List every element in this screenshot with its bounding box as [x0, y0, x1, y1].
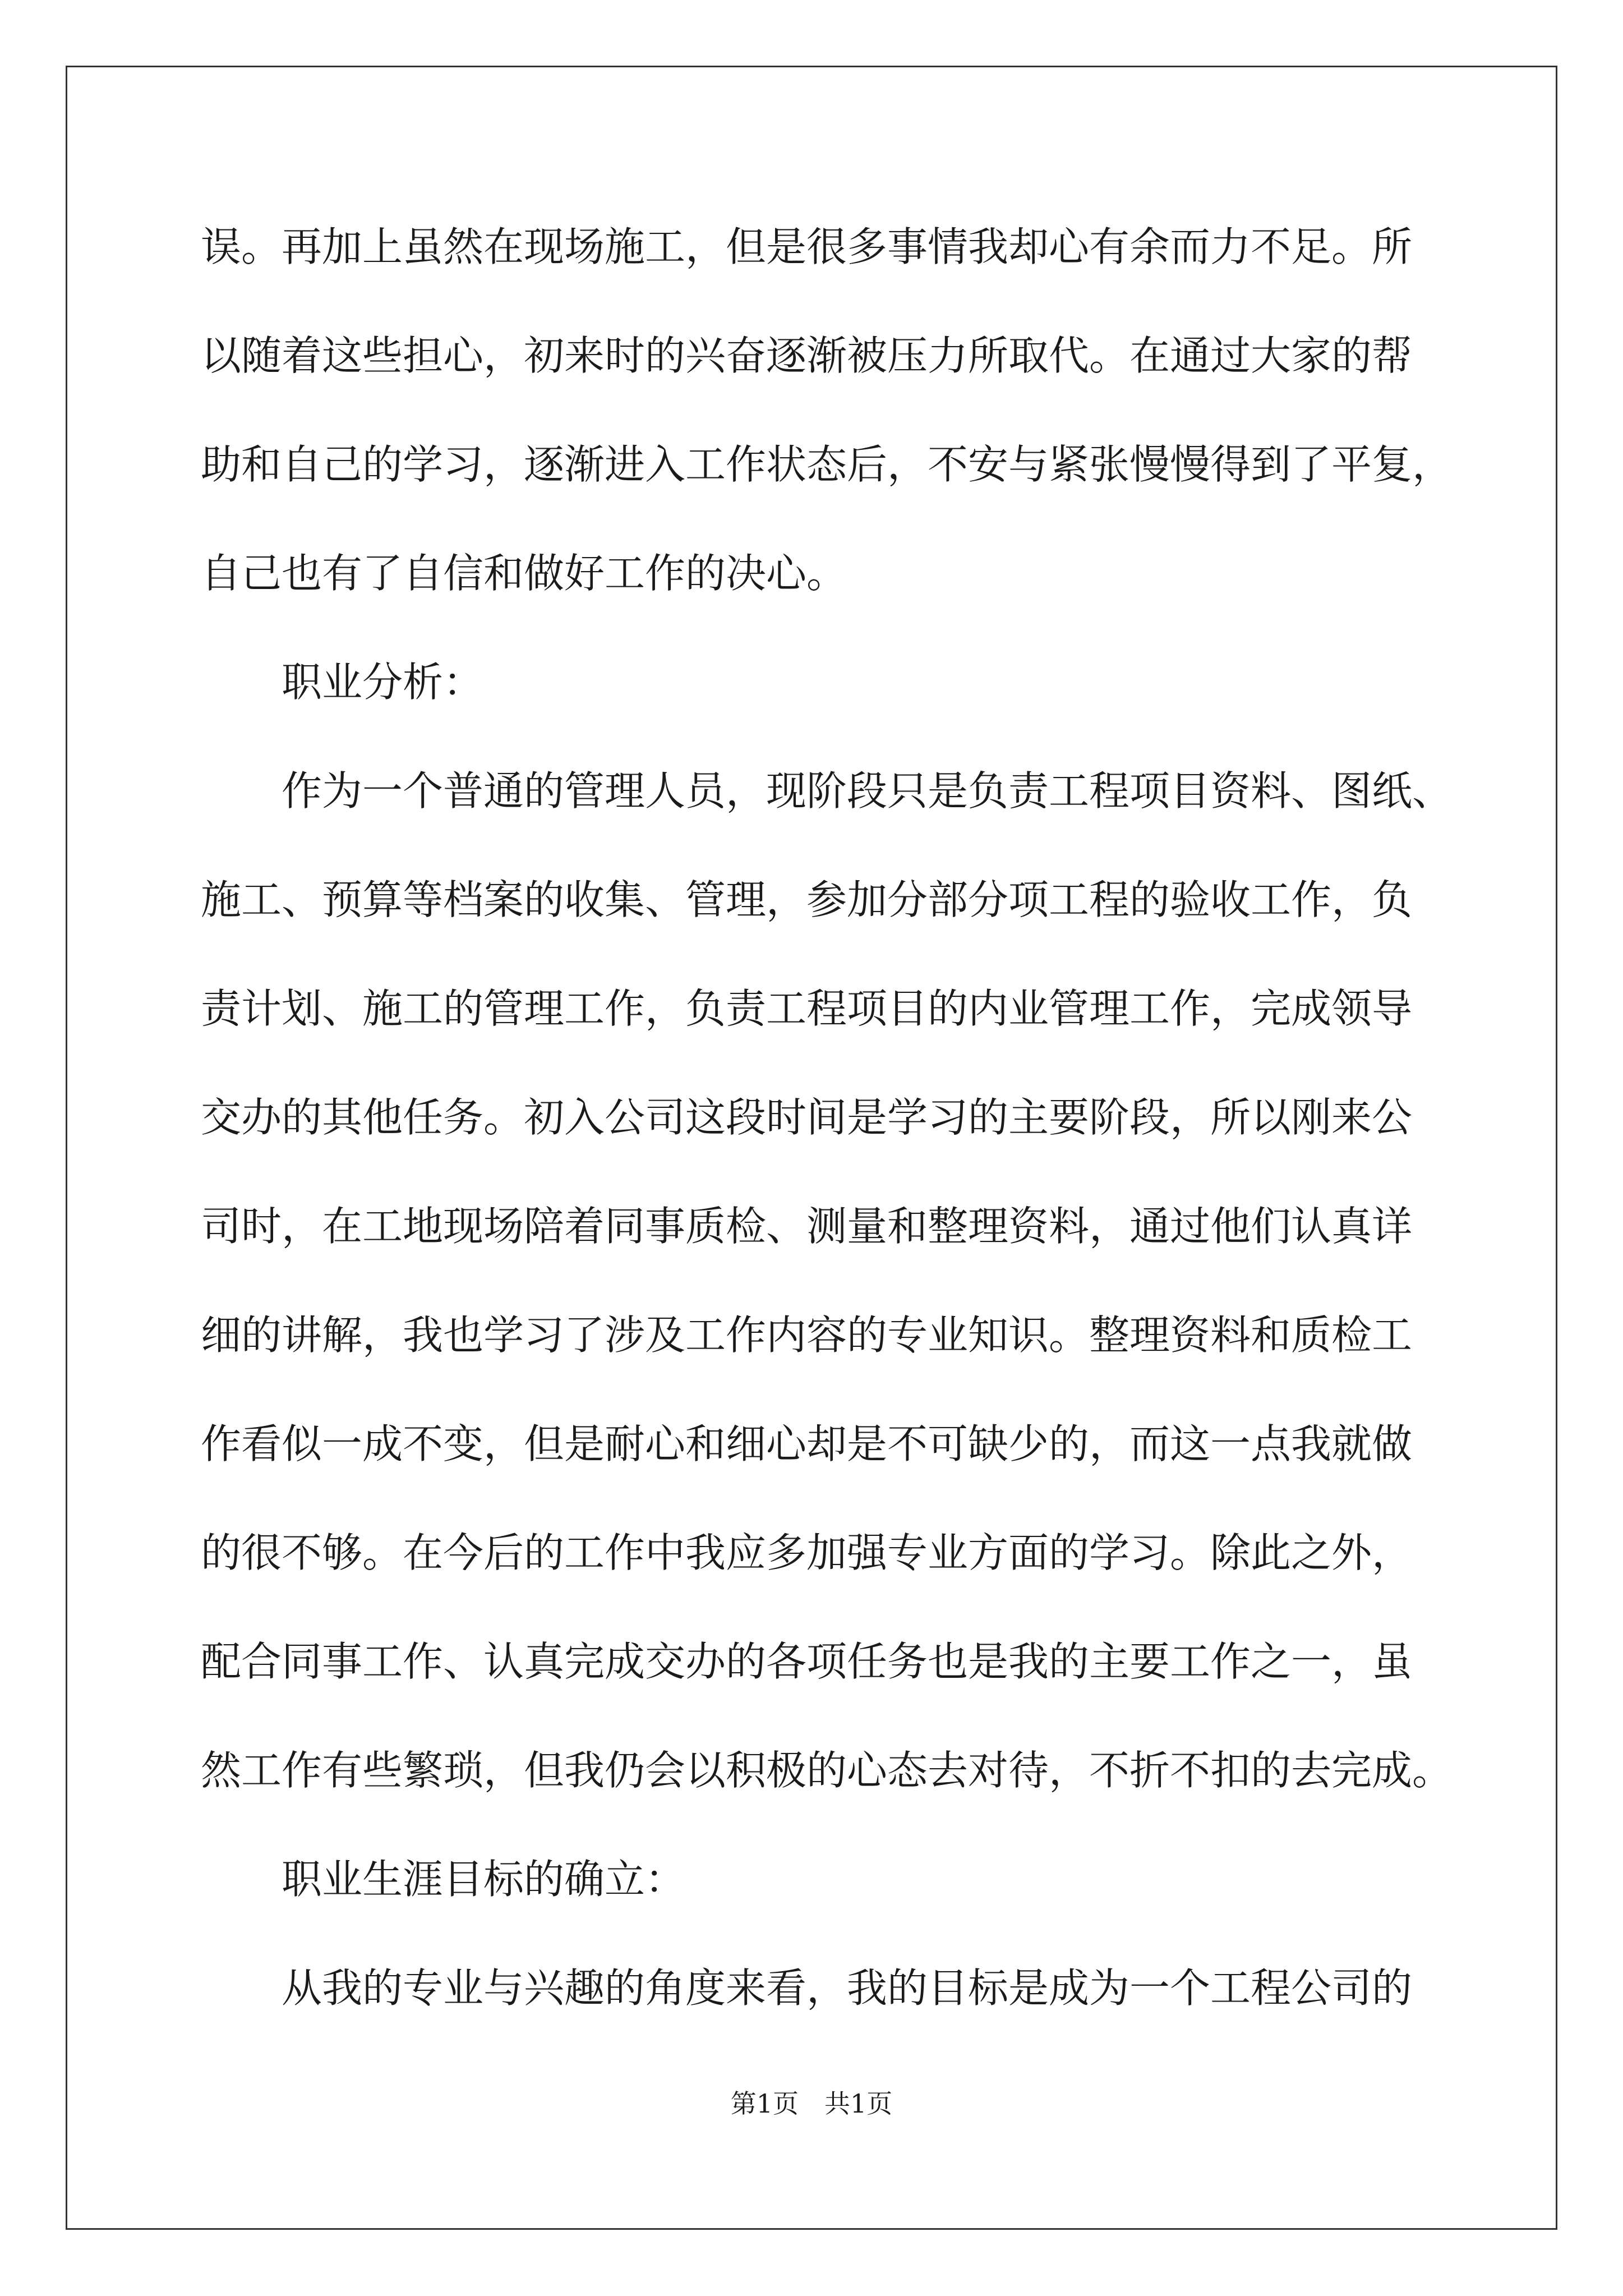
paragraph-line: 自己也有了自信和做好工作的决心。 — [201, 550, 847, 597]
paragraph-line: 误。再加上虽然在现场施工，但是很多事情我却心有余而力不足。所 — [201, 223, 1413, 270]
paragraph-line: 的很不够。在今后的工作中我应多加强专业方面的学习。除此之外， — [201, 1529, 1413, 1576]
paragraph-line: 责计划、施工的管理工作，负责工程项目的内业管理工作，完成领导 — [201, 985, 1413, 1032]
paragraph-line: 交办的其他任务。初入公司这段时间是学习的主要阶段，所以刚来公 — [201, 1094, 1413, 1141]
paragraph-line: 细的讲解，我也学习了涉及工作内容的专业知识。整理资料和质检工 — [201, 1312, 1413, 1359]
document-body — [201, 213, 1453, 2063]
paragraph-line: 助和自己的学习，逐渐进入工作状态后，不安与紧张慢慢得到了平复， — [201, 441, 1453, 488]
paragraph-line: 然工作有些繁琐，但我仍会以积极的心态去对待，不折不扣的去完成。 — [201, 1747, 1453, 1794]
paragraph-line: 以随着这些担心，初来时的兴奋逐渐被压力所取代。在通过大家的帮 — [201, 332, 1413, 379]
paragraph-first-line: 从我的专业与兴趣的角度来看，我的目标是成为一个工程公司的 — [282, 1964, 1413, 2012]
paragraph-line: 作看似一成不变，但是耐心和细心却是不可缺少的，而这一点我就做 — [201, 1420, 1413, 1467]
paragraph-first-line: 作为一个普通的管理人员，现阶段只是负责工程项目资料、图纸、 — [282, 767, 1453, 815]
paragraph-first-line: 职业分析： — [282, 659, 484, 706]
paragraph-line: 司时，在工地现场陪着同事质检、测量和整理资料，通过他们认真详 — [201, 1203, 1413, 1250]
page-number-label: 第1页 共1页 — [730, 2088, 893, 2119]
page-footer — [0, 2087, 1623, 2120]
paragraph-line: 施工、预算等档案的收集、管理，参加分部分项工程的验收工作，负 — [201, 876, 1413, 923]
paragraph-first-line: 职业生涯目标的确立： — [282, 1856, 686, 1903]
paragraph-line: 配合同事工作、认真完成交办的各项任务也是我的主要工作之一，虽 — [201, 1638, 1413, 1685]
